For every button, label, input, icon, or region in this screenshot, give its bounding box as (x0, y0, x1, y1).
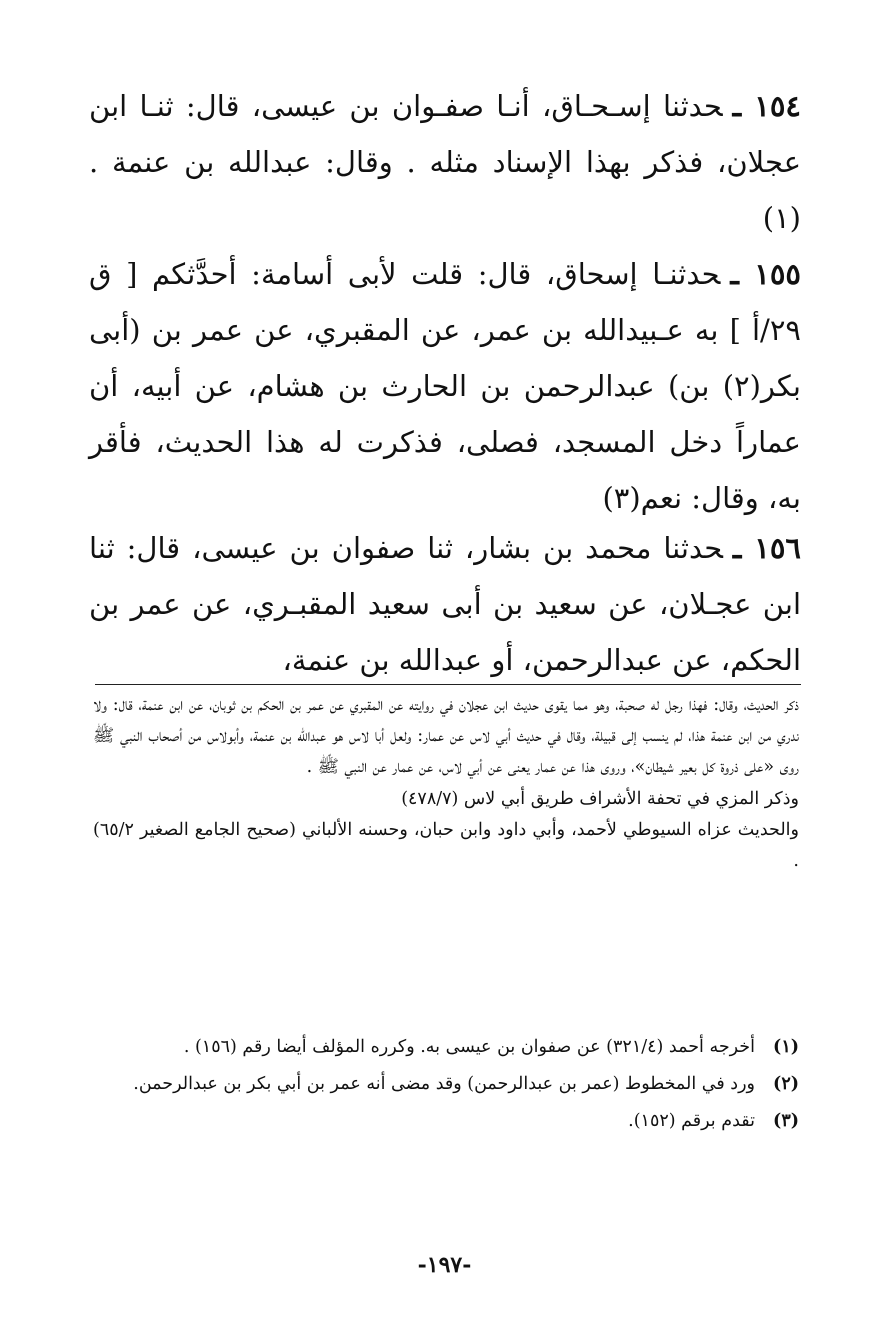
hadith-number: ١٥٥ ـ (730, 257, 802, 291)
footnote-number: (٣) (773, 1111, 799, 1132)
hadith-text: حدثنـا إسحاق، قال: قلت لأبى أسامة: أحدَّثكم [ ق ٢٩/أ ] به عـبيدالله بن عمر، عن المقبري، عن عمر بن (أبى بكر(٢) بن) عبدالرحمن بن الحارث بن هشام، عن أبيه، أن عماراً دخل المسجد، فصلى، فذكرت له هذا الحديث، فأقر به، وقال: نعم(٣) (89, 257, 801, 515)
hadith-text: حدثنا محمد بن بشار، ثنا صفوان بن عيسى، قال: ثنا ابن عجـلان، عن سعيد بن أبى سعيد المقبـري، عن عمر بن الحكم، عن عبدالرحمن، أو عبدالله بن عنمة، (89, 531, 801, 677)
footnote-text: تقدم برقم (١٥٢). (628, 1111, 755, 1132)
footnote-number: (١) (773, 1037, 799, 1057)
footnote-number: (٢) (773, 1074, 799, 1095)
continuation-paragraph: ذكر الحديث، وقال: فهذا رجل له صحبة، وهو مما يقوى حديث ابن عجلان في روايته عن المقبري عن عمر بن الحكم بن ثوبان، عن ابن عنمة، قال: ولا ندري من ابن عنمة هذا، لم ينسب إلى قبيلة، وقال في حديث أبي لاس عن عمار: ولعل أبا لاس هو عبدالله بن عنمة، وأبولاس من أصحاب النبي ﷺ روى «على ذروة كل بعير شيطان»، وروى هذا عن عمار يعنى عن أبي لاس، عن عمار عن النبي ﷺ . (93, 695, 799, 778)
continuation-paragraph: وذكر المزي في تحفة الأشراف طريق أبي لاس (٤٧٨/٧) (401, 788, 799, 809)
hadith-155 (89, 246, 801, 526)
footnote-2 (89, 1069, 799, 1100)
hadith-number: ١٥٦ ـ (732, 531, 801, 565)
page-number: -١٩٧- (417, 1252, 472, 1278)
footnote-continuation (93, 690, 799, 877)
hadith-154 (89, 78, 801, 246)
footnote-text: ورد في المخطوط (عمر بن عبدالرحمن) وقد مضى أنه عمر بن أبي بكر بن عبدالرحمن. (133, 1074, 755, 1095)
footnote-text: أخرجه أحمد (٣٢١/٤) عن صفوان بن عيسى به. وكرره المؤلف أيضا رقم (١٥٦) . (183, 1037, 755, 1057)
footnote-1 (89, 1032, 799, 1063)
hadith-156 (89, 520, 801, 688)
hadith-text: حدثنا إسـحـاق، أنـا صفـوان بن عيسى، قال: ثنـا ابن عجلان، فذكر بهذا الإسناد مثله . وقال: عبدالله بن عنمة . (١) (89, 89, 801, 235)
continuation-paragraph: والحديث عزاه السيوطي لأحمد، وأبي داود وابن حبان، وحسنه الألباني (صحيح الجامع الصغير ٦٥/٢) . (93, 819, 799, 872)
footnotes (89, 1032, 799, 1144)
hadith-number: ١٥٤ ـ (732, 89, 802, 123)
footnote-divider (95, 684, 801, 685)
footnote-3 (89, 1106, 799, 1137)
